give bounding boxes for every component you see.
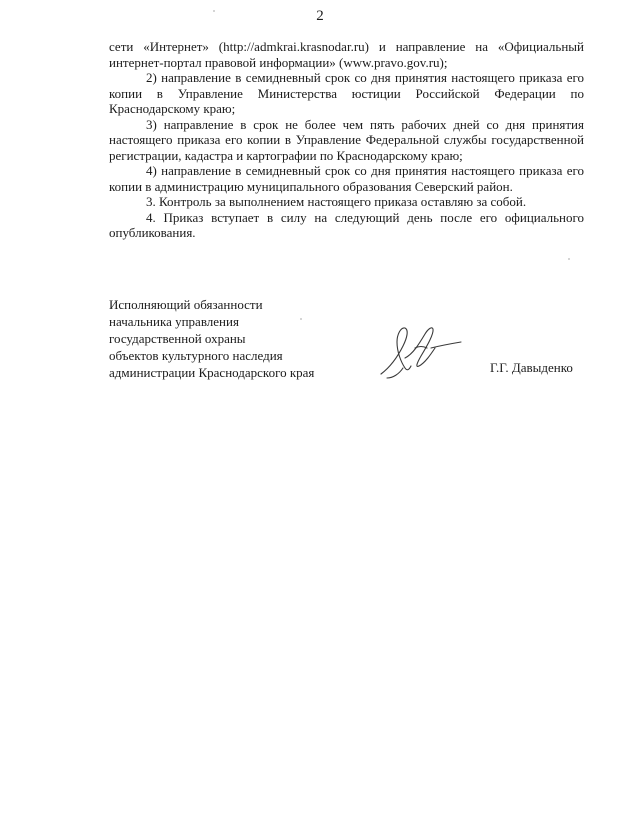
paragraph-clause-4-entry-into-force: 4. Приказ вступает в силу на следующий день после его официального опубликования. — [109, 209, 584, 240]
signer-name: Г.Г. Давыденко — [490, 360, 573, 375]
paragraph-internet-publication: сети «Интернет» (http://admkrai.krasnodar.ru) и направление на «Официальный интернет-портал правовой информации» (www.pravo.gov.ru); — [109, 39, 584, 70]
page-number: 2 — [316, 8, 324, 24]
signatory-position — [109, 296, 314, 381]
position-line: государственной охраны — [109, 331, 246, 346]
paragraph-clause-3-control: 3. Контроль за выполнением настоящего приказа оставляю за собой. — [146, 194, 527, 209]
position-line: Исполняющий обязанности — [109, 297, 263, 312]
position-line: объектов культурного наследия — [109, 348, 283, 363]
position-line: администрации Краснодарского края — [109, 365, 315, 380]
document-body — [109, 39, 584, 241]
scan-speck — [568, 258, 570, 260]
paragraph-item-3-rosreestr: 3) направление в срок не более чем пять рабочих дней со дня принятия настоящего приказа его копии в Управление Федеральной службы государственной регистрации, кадастра и картографии по Краснодарскому краю; — [109, 116, 584, 163]
handwritten-signature — [375, 318, 467, 380]
scan-speck — [300, 318, 302, 320]
paragraph-item-2-ministry-of-justice: 2) направление в семидневный срок со дня принятия настоящего приказа его копии в Управление Министерства юстиции Российской Федерации по Краснодарскому краю; — [109, 70, 584, 116]
scan-speck — [213, 10, 215, 12]
paragraph-item-4-seversky-district: 4) направление в семидневный срок со дня принятия настоящего приказа его копии в администрацию муниципального образования Северский район. — [109, 163, 584, 194]
position-line: начальника управления — [109, 314, 239, 329]
